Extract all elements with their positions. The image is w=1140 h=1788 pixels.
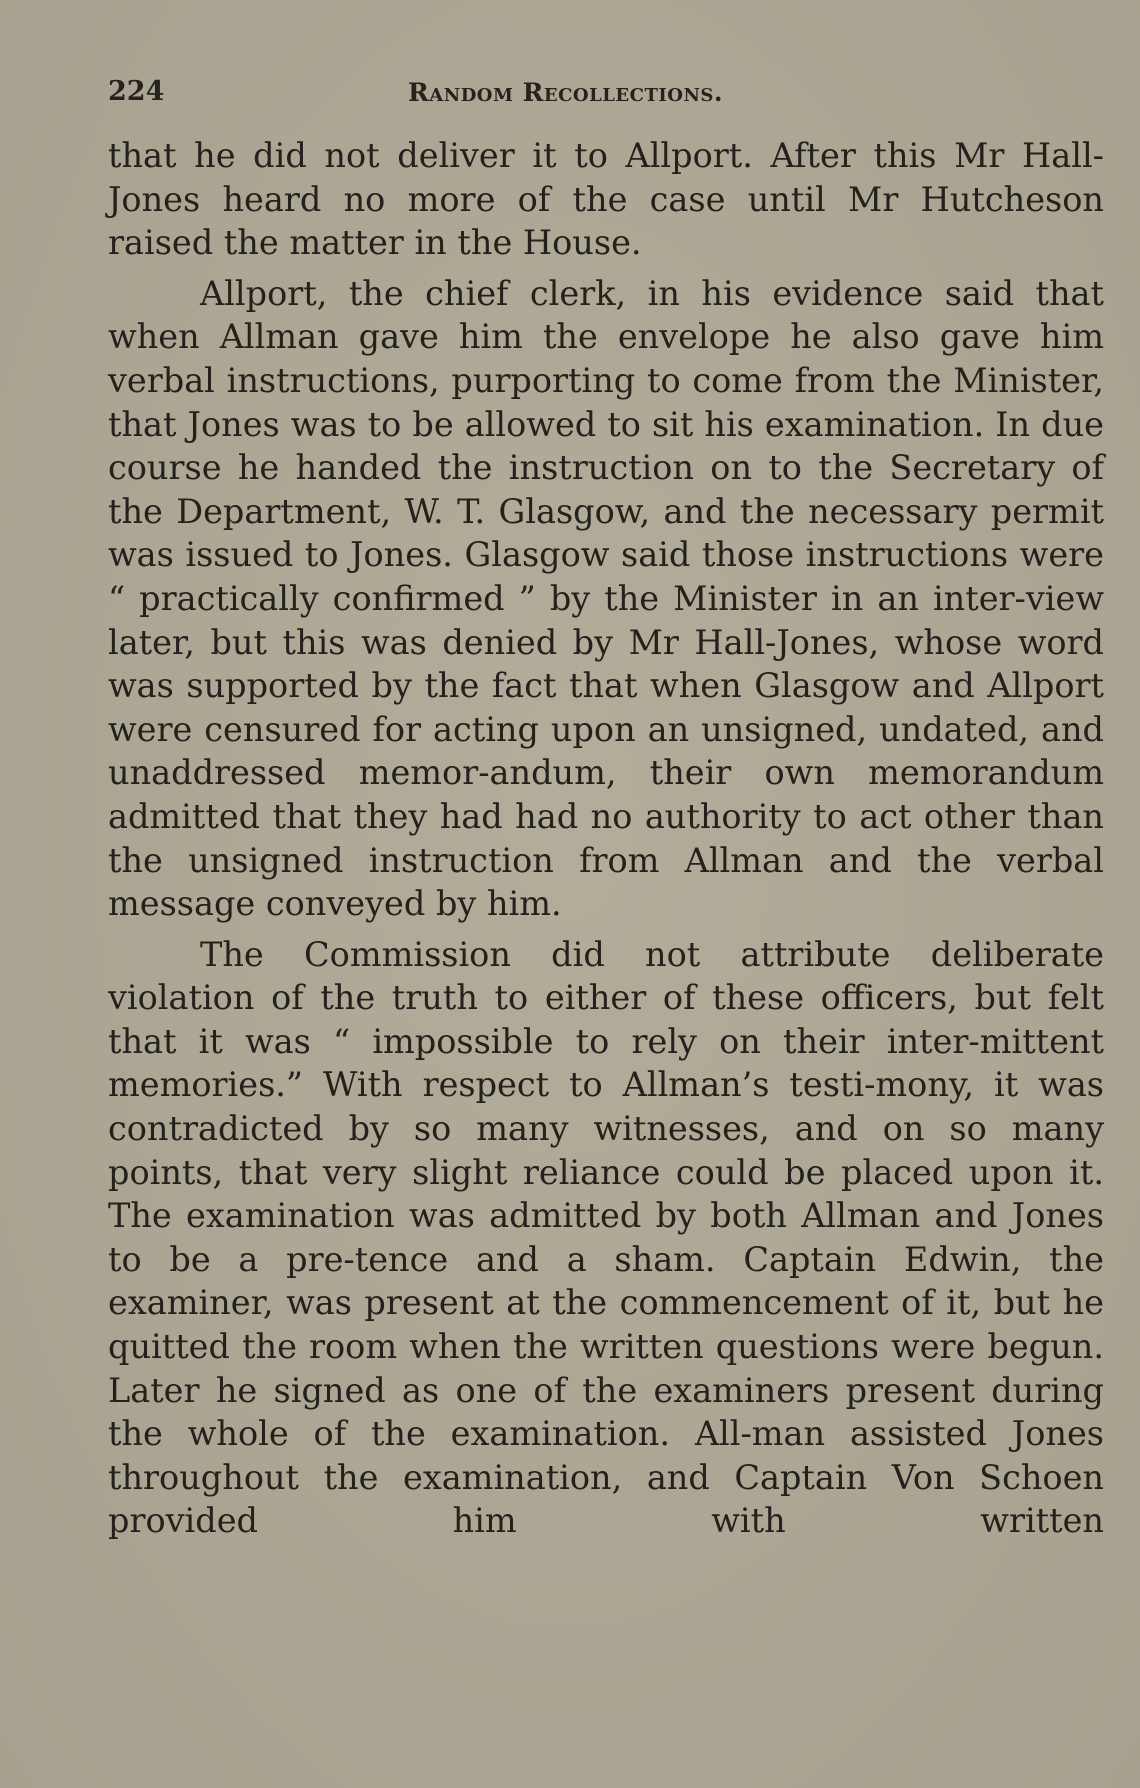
- paragraph-allport-evidence: Allport, the chief clerk, in his evidence said that when Allman gave him the envelope he also gave him verbal instructions, purporting to come from the Minister, that Jones was to be allowed to sit his examination. In due course he handed the instruction on to the Secretary of the Department, W. T. Glasgow, and the necessary permit was issued to Jones. Glasgow said those instructions were “ practically confirmed ” by the Minister in an inter-view later, but this was denied by Mr Hall-Jones, whose word was supported by the fact that when Glasgow and Allport were censured for acting upon an unsigned, undated, and unaddressed memor-andum, their own memorandum admitted that they had had no authority to act other than the unsigned instruction from Allman and the verbal message conveyed by him.: [108, 273, 1104, 924]
- running-head: [108, 76, 1106, 116]
- page-number: 224: [108, 76, 165, 107]
- running-title: Random Recollections.: [408, 78, 724, 107]
- body-text: [108, 134, 1104, 1543]
- paragraph-commission-findings: The Commission did not attribute deliberate violation of the truth to either of these officers, but felt that it was “ impossible to rely on their inter-mittent memories.” With respect to Allman’s testi-mony, it was contradicted by so many witnesses, and on so many points, that very slight reliance could be placed upon it. The examination was admitted by both Allman and Jones to be a pre-tence and a sham. Captain Edwin, the examiner, was present at the commencement of it, but he quitted the room when the written questions were begun. Later he signed as one of the examiners present during the whole of the examination. All-man assisted Jones throughout the examination, and Captain Von Schoen provided him with written: [108, 934, 1104, 1541]
- paragraph-continuation: that he did not deliver it to Allport. After this Mr Hall-Jones heard no more of the case until Mr Hutcheson raised the matter in the House.: [108, 136, 1104, 263]
